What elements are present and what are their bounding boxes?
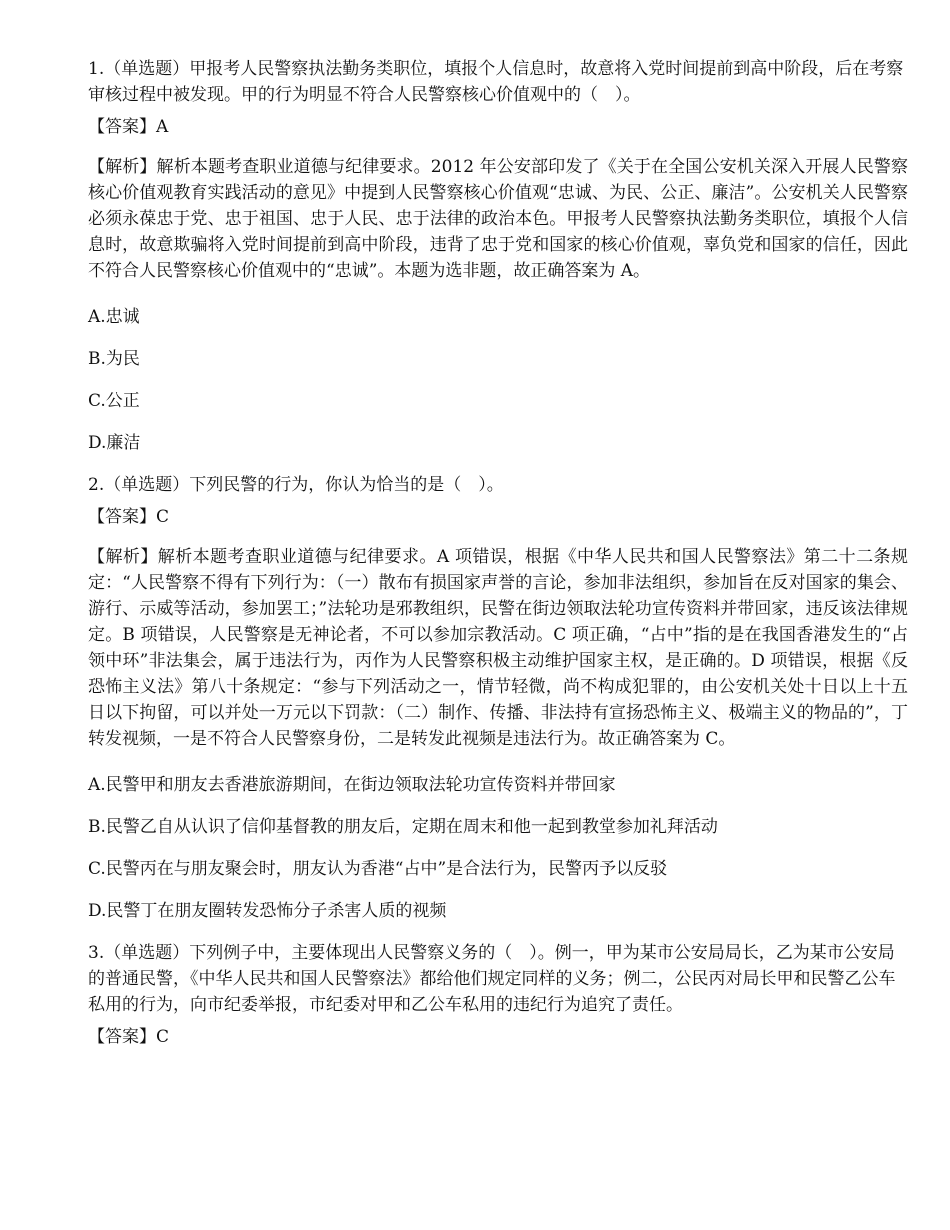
option-a: A.忠诚 <box>88 307 140 327</box>
question-3 <box>88 940 908 1050</box>
option-b: B.为民 <box>88 349 140 369</box>
question-stem: 1.（单选题）甲报考人民警察执法勤务类职位，填报个人信息时，故意将入党时间提前到高中阶段，后在考察审核过程中被发现。甲的行为明显不符合人民警察核心价值观中的（ ）。 <box>88 59 904 105</box>
question-1 <box>88 56 908 456</box>
option-c: C.民警丙在与朋友聚会时，朋友认为香港“占中”是合法行为，民警丙予以反驳 <box>88 859 668 879</box>
question-stem: 2.（单选题）下列民警的行为，你认为恰当的是（ ）。 <box>88 475 504 495</box>
option-a: A.民警甲和朋友去香港旅游期间，在街边领取法轮功宣传资料并带回家 <box>88 775 616 795</box>
analysis-paragraph: 【解析】解析本题考查职业道德与纪律要求。A 项错误，根据《中华人民共和国人民警察法》第二十二条规定：“人民警察不得有下列行为：（一）散布有损国家声誉的言论，参加非法组织，参加旨在反对国家的集会、游行、示威等活动，参加罢工；”法轮功是邪教组织，民警在街边领取法轮功宣传资料并带回家，违反该法律规定。B 项错误，人民警察是无神论者，不可以参加宗教活动。C 项正确，“占中”指的是在我国香港发生的“占领中环”非法集会，属于违法行为，丙作为人民警察积极主动维护国家主权，是正确的。D 项错误，根据《反恐怖主义法》第八十条规定：“参与下列活动之一，情节轻微，尚不构成犯罪的，由公安机关处十日以上十五日以下拘留，可以并处一万元以下罚款：（二）制作、传播、非法持有宣扬恐怖主义、极端主义的物品的”，丁转发视频，一是不符合人民警察身份，二是转发此视频是违法行为。故正确答案为 C。 <box>88 547 908 749</box>
answer-line: 【答案】C <box>88 507 170 527</box>
answer-line: 【答案】A <box>88 117 169 137</box>
question-stem: 3.（单选题）下列例子中，主要体现出人民警察义务的（ ）。例一，甲为某市公安局局长，乙为某市公安局的普通民警，《中华人民共和国人民警察法》都给他们规定同样的义务；例二，公民丙对局长甲和民警乙公车私用的行为，向市纪委举报，市纪委对甲和乙公车私用的违纪行为追究了责任。 <box>88 943 896 1015</box>
answer-line: 【答案】C <box>88 1027 170 1047</box>
question-2 <box>88 472 908 924</box>
option-d: D.民警丁在朋友圈转发恐怖分子杀害人质的视频 <box>88 901 447 921</box>
option-d: D.廉洁 <box>88 433 141 453</box>
document-page <box>88 56 908 1064</box>
analysis-paragraph: 【解析】解析本题考查职业道德与纪律要求。2012 年公安部印发了《关于在全国公安机关深入开展人民警察核心价值观教育实践活动的意见》中提到人民警察核心价值观“忠诚、为民、公正、廉洁”。公安机关人民警察必须永葆忠于党、忠于祖国、忠于人民、忠于法律的政治本色。甲报考人民警察执法勤务类职位，填报个人信息时，故意欺骗将入党时间提前到高中阶段，违背了忠于党和国家的核心价值观，辜负党和国家的信任，因此不符合人民警察核心价值观中的“忠诚”。本题为选非题，故正确答案为 A。 <box>88 157 908 281</box>
option-b: B.民警乙自从认识了信仰基督教的朋友后，定期在周末和他一起到教堂参加礼拜活动 <box>88 817 718 837</box>
option-c: C.公正 <box>88 391 140 411</box>
